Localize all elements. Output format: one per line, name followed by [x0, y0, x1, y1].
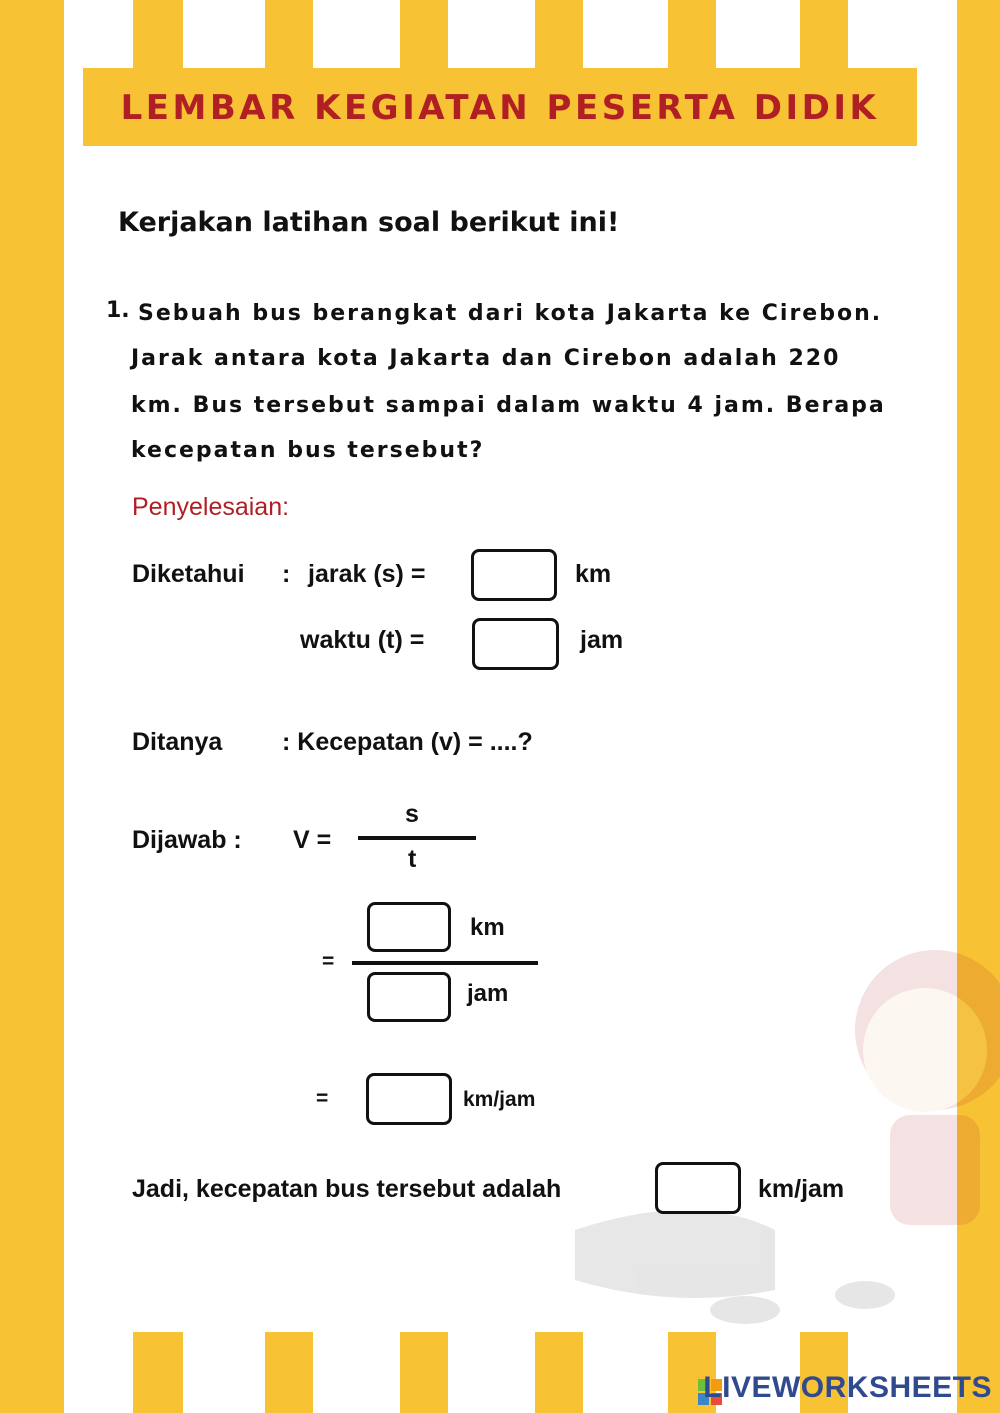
- stripe-left: [0, 0, 64, 1413]
- asked-text: : Kecepatan (v) = ....?: [282, 728, 533, 756]
- formula-lhs: V =: [293, 826, 332, 854]
- page-title: LEMBAR KEGIATAN PESERTA DIDIK: [120, 88, 880, 128]
- formula-numerator: s: [405, 800, 419, 828]
- denominator-answer-box[interactable]: [367, 972, 451, 1022]
- question-number: 1.: [106, 298, 130, 323]
- formula-denominator: t: [408, 845, 417, 873]
- equals-sign: =: [322, 950, 335, 973]
- known-colon: :: [282, 560, 291, 588]
- stripe: [265, 1330, 313, 1413]
- conclusion-answer-box[interactable]: [655, 1162, 741, 1214]
- brand-watermark: LIVEWORKSHEETS: [703, 1371, 992, 1404]
- question-line: kecepatan bus tersebut?: [131, 438, 485, 463]
- equals-sign: =: [316, 1087, 329, 1110]
- numerator-unit: km: [470, 914, 505, 941]
- question-line: Sebuah bus berangkat dari kota Jakarta ke Cirebon.: [138, 301, 883, 326]
- instruction: Kerjakan latihan soal berikut ini!: [118, 207, 620, 238]
- question-line: Jarak antara kota Jakarta dan Cirebon adalah 220: [131, 346, 841, 371]
- answered-label: Dijawab :: [132, 826, 242, 854]
- time-unit: jam: [580, 626, 624, 654]
- stripe: [535, 1330, 583, 1413]
- conclusion-unit: km/jam: [758, 1175, 845, 1203]
- substitution-fraction-bar: [352, 961, 538, 965]
- distance-answer-box[interactable]: [471, 549, 557, 601]
- known-label: Diketahui: [132, 560, 245, 588]
- formula-fraction-bar: [358, 836, 476, 840]
- stripe: [400, 1330, 448, 1413]
- asked-label: Ditanya: [132, 728, 223, 756]
- result-answer-box[interactable]: [366, 1073, 452, 1125]
- distance-unit: km: [575, 560, 612, 588]
- result-unit: km/jam: [463, 1088, 536, 1111]
- numerator-answer-box[interactable]: [367, 902, 451, 952]
- solution-heading: Penyelesaian:: [132, 493, 290, 521]
- student-illustration: [575, 930, 1000, 1330]
- time-answer-box[interactable]: [472, 618, 559, 670]
- time-label: waktu (t) =: [300, 626, 425, 654]
- conclusion-text: Jadi, kecepatan bus tersebut adalah: [132, 1175, 562, 1203]
- distance-label: jarak (s) =: [308, 560, 426, 588]
- denominator-unit: jam: [467, 980, 509, 1007]
- question-line: km. Bus tersebut sampai dalam waktu 4 jam. Berapa: [131, 393, 886, 418]
- stripe: [133, 1330, 183, 1413]
